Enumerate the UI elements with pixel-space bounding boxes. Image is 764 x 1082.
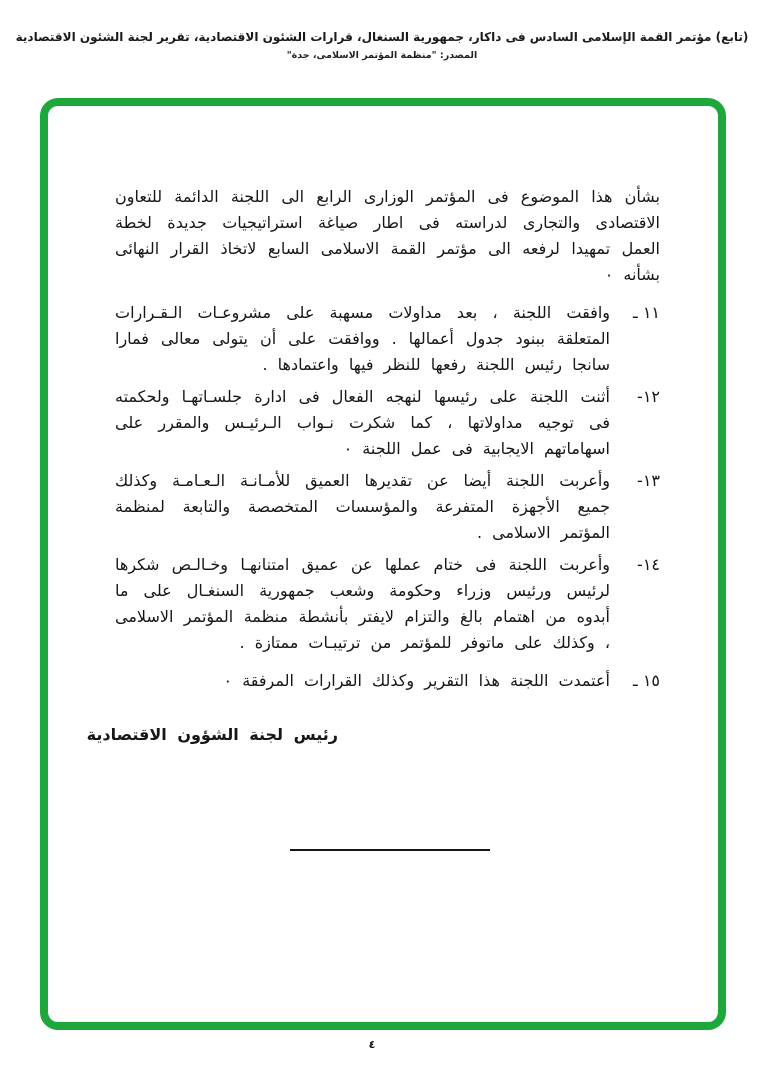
item-text: وأعربت اللجنة فى ختام عملها عن عميق امتنانهـا وخـالـص شكرها لرئيس ورئيس وزراء وحكومة وشعب جمهورية السنغـال على ما أبدوه من اهتمام بالغ والتزام لايفتر بأنشطة منظمة المؤتمر الاسلامى ، وكذلك على ماتوفر للمؤتمر من ترتيبـات ممتازة . (115, 555, 610, 652)
list-item (115, 300, 660, 378)
item-number: ١١ ـ (633, 303, 660, 322)
list-item (115, 384, 660, 462)
item-text: وأعربت اللجنة أيضا عن تقديرها العميق للأمـانـة الـعـامـة وكذلك جميع الأجهزة المتفرعة والمؤسسات المتخصصة والتابعة لمنظمة المؤتمر الاسلامى . (115, 471, 610, 542)
document-content (48, 106, 718, 1022)
item-number: ١٢- (637, 387, 660, 406)
signature-title: رئيس لجنة الشؤون الاقتصادية (86, 725, 338, 744)
intro-paragraph: بشأن هذا الموضوع فى المؤتمر الوزارى الرابع الى اللجنة الدائمة للتعاون الاقتصادى والتجارى لدراسته فى اطار صياغة استراتيجيات جديدة لخطة العمل تمهيدا لرفعه الى مؤتمر القمة الاسلامى السابع لاتخاذ القرار النهائى بشأنه ٠ (115, 187, 660, 284)
document-source: المصدر: "منظمة المؤتمر الاسلامى، جدة" (286, 50, 478, 61)
page-header (0, 30, 764, 61)
list-item (115, 468, 660, 546)
list-item (115, 552, 660, 656)
page-number: ٤ (368, 1038, 376, 1051)
item-text: أثنت اللجنة على رئيسها لنهجه الفعال فى ادارة جلسـاتهـا ولحكمته فى توجيه مداولاتها ، كما شكرت نـواب الـرئيـس والمقرر على اسهاماتهم الايجابية فى عمل اللجنة ٠ (115, 387, 610, 458)
signature-line (290, 849, 490, 851)
document-title: (تابع) مؤتمر القمة الإسلامى السادس فى داكار، جمهورية السنغال، قرارات الشئون الاقتصادية، تقرير لجنة الشئون الاقتصادية (15, 30, 749, 44)
item-text: وافقت اللجنة ، بعد مداولات مسهبة على مشروعـات الـقـرارات المتعلقة ببنود جدول أعمالها . ووافقت على أن يتولى معالى فمارا سانجا رئيس اللجنة رفعها للنظر فيها واعتمادها . (115, 303, 610, 374)
green-border-frame (40, 98, 726, 1030)
item-number: ١٤- (637, 555, 660, 574)
item-text: أعتمدت اللجنة هذا التقرير وكذلك القرارات المرفقة ٠ (223, 671, 610, 690)
list-item (115, 668, 660, 694)
item-number: ١٣- (637, 471, 660, 490)
item-number: ١٥ ـ (633, 671, 660, 690)
